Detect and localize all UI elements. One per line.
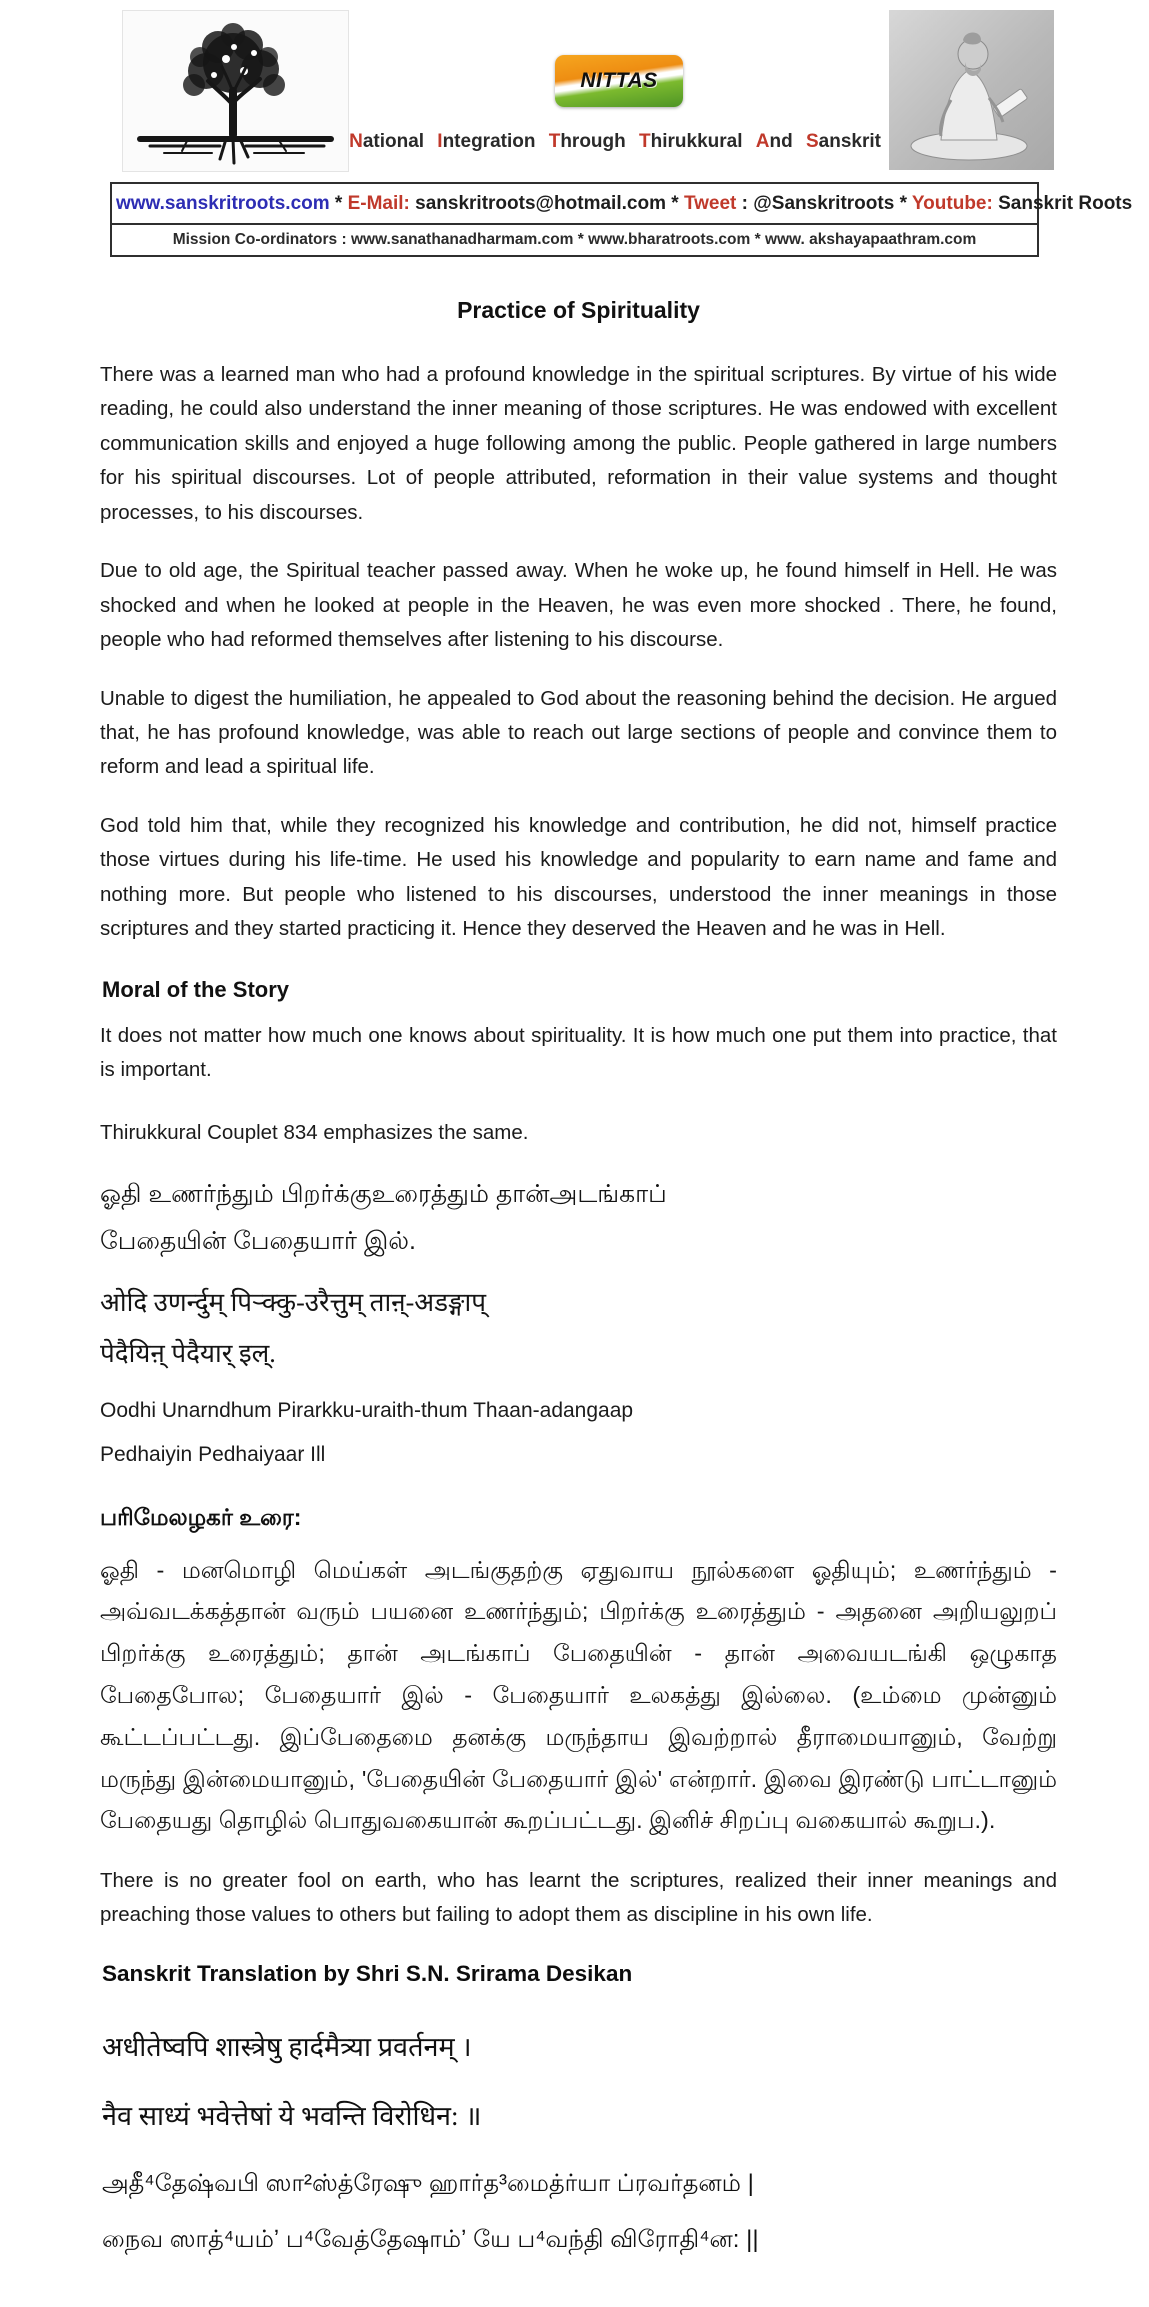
- tagline-word: And: [755, 131, 793, 152]
- sanskrit-verse-line2: नैव साध्यं भवेत्तेषां ये भवन्ति विरोधिन: ॥: [102, 2100, 482, 2131]
- tagline: [349, 131, 889, 153]
- nittas-logo: [555, 55, 683, 107]
- sanskrit-tamil-transliteration: [102, 2156, 1057, 2266]
- kural-tamil-line1: ஓதி உணர்ந்தும் பிறர்க்குஉரைத்தும் தான்அடங்காப்: [100, 1180, 667, 1209]
- tagline-word: Thirukkural: [639, 131, 743, 152]
- kural-translit-line2: Pedhaiyin Pedhaiyaar Ill: [100, 1443, 326, 1467]
- kural-devanagari: [100, 1278, 1057, 1379]
- nittas-logo-text: NITTAS: [580, 69, 658, 92]
- separator: *: [899, 193, 912, 214]
- header: [0, 10, 1149, 178]
- sanskrit-tamil-line2: நைவ ஸாத்⁴யம்ʼ ப⁴வேத்தேஷாம்ʼ யே ப⁴வந்தி விரோதி⁴ன: ||: [102, 2225, 759, 2253]
- english-meaning: There is no greater fool on earth, who has learnt the scriptures, realized their inner meanings and preaching those values to others but failing to adopt them as discipline in his own life.: [100, 1869, 1057, 1926]
- tagline-word: Integration: [437, 131, 536, 152]
- twitter-handle[interactable]: : @Sanskritroots: [741, 193, 900, 214]
- story-paragraph: Due to old age, the Spiritual teacher passed away. When he woke up, he found himself in Hell. He was shocked and when he looked at people in the Heaven, he was even more shocked . There, he found, people who had reformed themselves after listening to his discourse.: [100, 559, 1057, 652]
- commentary-heading: பரிமேலழகர் உரை:: [100, 1503, 302, 1530]
- tweet-label: Tweet: [683, 193, 742, 214]
- tagline-word: National: [349, 131, 425, 152]
- sanskrit-tamil-line1: அதீ⁴தேஷ்வபி ஸா²ஸ்த்ரேஷு ஹார்த³மைத்ர்யா ப்ரவர்தனம் |: [102, 2170, 754, 2198]
- website-link[interactable]: www.sanskritroots.com: [116, 193, 330, 214]
- youtube-channel[interactable]: Sanskrit Roots: [992, 193, 1133, 214]
- commentary-text: ஓதி - மனமொழி மெய்கள் அடங்குதற்கு ஏதுவாய நூல்களை ஓதியும்; உணர்ந்தும் - அவ்வடக்கத்தான் வரும் பயனை உணர்ந்தும்; பிறர்க்கு உரைத்தும் - அதனை அறியலுறப் பிறர்க்கு உரைத்தும்; தான் அடங்காப் பேதையின் - தான் அவையடங்கி ஒழுகாத பேதைபோல; பேதையார் இல் - பேதையார் உலகத்து இல்லை. (உம்மை முன்னும் கூட்டப்பட்டது. இப்பேதைமை தனக்கு மருந்தாய இவற்றால் தீராமையானும், வேற்று மருந்து இன்மையானும், 'பேதையின் பேதையார் இல்' என்றார். இவை இரண்டு பாட்டானும் பேதையது தொழில் பொதுவகையான் கூறப்பட்டது. இனிச் சிறப்பு வகையால் கூறுப.).: [100, 1556, 1057, 1834]
- sanskrit-verse: [102, 2013, 1057, 2151]
- email-address[interactable]: sanskritroots@hotmail.com: [409, 193, 672, 214]
- kural-translit-line1: Oodhi Unarndhum Pirarkku-uraith-thum Thaan-adangaap: [100, 1399, 634, 1423]
- tree-icon: [128, 13, 343, 169]
- thiruvalluvar-image: [889, 10, 1054, 170]
- moral-text: It does not matter how much one knows about spirituality. It is how much one put them into practice, that is important.: [100, 1023, 1057, 1081]
- sanskrit-translation-heading: Sanskrit Translation by Shri S.N. Srirama Desikan: [102, 1960, 633, 1986]
- story-paragraph: Unable to digest the humiliation, he appealed to God about the reasoning behind the decision. He argued that, he has profound knowledge, was able to reach out large sections of people and convince them to reform and lead a spiritual life.: [100, 686, 1057, 779]
- separator: *: [329, 193, 348, 214]
- sage-silhouette: [889, 10, 1054, 170]
- kural-devanagari-line2: पेदैयिऩ् पेदैयार् इल्.: [100, 1338, 276, 1368]
- tree-logo-image: [122, 10, 349, 172]
- separator: *: [671, 193, 684, 214]
- page-title: Practice of Spirituality: [457, 297, 700, 323]
- tagline-word: Through: [548, 131, 626, 152]
- mission-coordinators-bar: [110, 223, 1039, 257]
- kural-devanagari-line1: ओदि उणर्न्दुम् पिऱ्क्कु-उरैत्तुम् ताऩ्-अडङ्गाप्: [100, 1287, 486, 1317]
- kural-transliteration: [100, 1389, 1057, 1477]
- contact-bar: [110, 182, 1133, 225]
- tagline-word: Sanskrit: [805, 131, 881, 152]
- moral-heading: Moral of the Story: [102, 976, 290, 1002]
- kural-tamil: [100, 1171, 1057, 1264]
- mission-line: Mission Co-ordinators : www.sanathanadharmam.com * www.bharatroots.com * www. akshayapaathram.com: [172, 231, 977, 248]
- kural-intro: Thirukkural Couplet 834 emphasizes the same.: [100, 1121, 529, 1145]
- email-label: E-Mail:: [347, 193, 410, 214]
- header-center: [349, 10, 889, 178]
- youtube-label: Youtube:: [911, 193, 993, 214]
- article-body: [0, 297, 1149, 2307]
- story-paragraph: There was a learned man who had a profound knowledge in the spiritual scriptures. By virtue of his wide reading, he could also understand the inner meaning of those scriptures. He was endowed with excellent communication skills and enjoyed a huge following among the public. People gathered in large numbers for his spiritual discourses. Lot of people attributed, reformation in their value systems and thought processes, to his discourses.: [100, 363, 1057, 524]
- story-paragraph: God told him that, while they recognized his knowledge and contribution, he did not, himself practice those virtues during his life-time. He used his knowledge and popularity to earn name and fame and nothing more. But people who listened to his discourses, understood the inner meanings in those scriptures and they started practicing it. Hence they deserved the Heaven and he was in Hell.: [100, 813, 1057, 941]
- sanskrit-verse-line1: अधीतेष्वपि शास्त्रेषु हार्दमैत्र्या प्रवर्तनम् ।: [102, 2031, 472, 2062]
- kural-tamil-line2: பேதையின் பேதையார் இல்.: [100, 1226, 416, 1255]
